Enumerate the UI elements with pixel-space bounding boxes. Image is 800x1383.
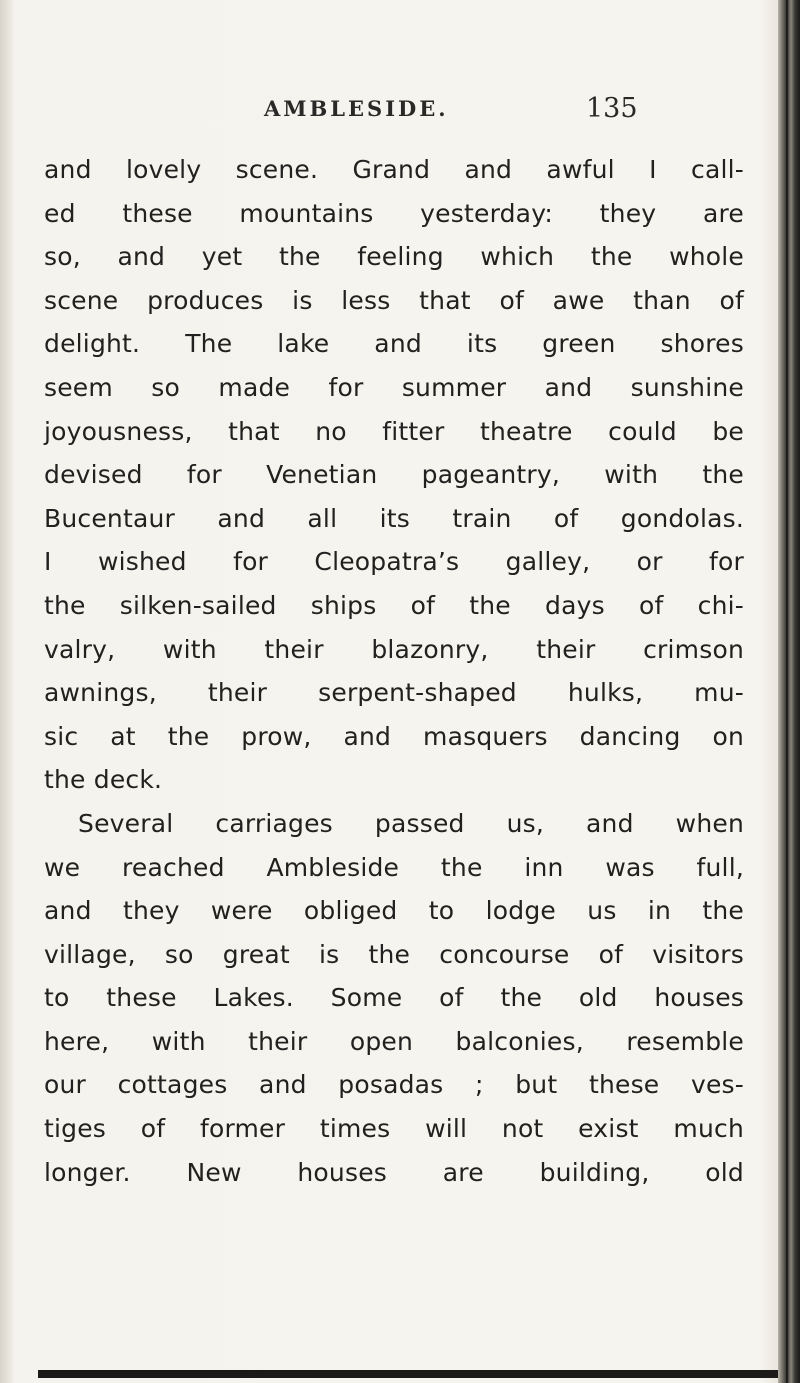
text-line: Several carriages passed us, and when — [78, 808, 744, 838]
text-line: village, so great is the concourse of visitors — [44, 939, 744, 969]
text-line: so, and yet the feeling which the whole — [44, 242, 744, 272]
body-text — [44, 148, 744, 1194]
text-line: seem so made for summer and sunshine — [44, 372, 744, 402]
text-line: Bucentaur and all its train of gondolas. — [44, 503, 744, 533]
text-line: ed these mountains yesterday: they are — [44, 198, 744, 228]
gutter-edge — [786, 0, 788, 1383]
text-line: longer. New houses are building, old — [44, 1157, 744, 1187]
text-line: scene produces is less that of awe than of — [44, 285, 744, 315]
text-line: the silken-sailed ships of the days of chi- — [44, 590, 744, 620]
text-line: joyousness, that no fitter theatre could be — [44, 416, 744, 446]
text-line: we reached Ambleside the inn was full, — [44, 852, 744, 882]
text-line: here, with their open balconies, resemble — [44, 1026, 744, 1056]
text-line: our cottages and posadas ; but these ves- — [44, 1070, 744, 1100]
text-line: and they were obliged to lodge us in the — [44, 896, 744, 926]
text-line: I wished for Cleopatra’s galley, or for — [44, 547, 744, 577]
text-line: tiges of former times will not exist much — [44, 1114, 744, 1144]
book-gutter — [778, 0, 800, 1383]
text-line: valry, with their blazonry, their crimson — [44, 634, 744, 664]
text-line: to these Lakes. Some of the old houses — [44, 983, 744, 1013]
page-left-shadow — [0, 0, 14, 1383]
text-line: the deck. — [44, 765, 163, 795]
page-number: 135 — [586, 93, 638, 124]
text-line: devised for Venetian pageantry, with the — [44, 460, 744, 490]
text-line: delight. The lake and its green shores — [44, 329, 744, 359]
text-line: and lovely scene. Grand and awful I call- — [44, 155, 744, 184]
text-line: sic at the prow, and masquers dancing on — [44, 721, 744, 751]
running-head — [0, 93, 800, 136]
running-title: AMBLESIDE. — [264, 96, 449, 121]
text-line: awnings, their serpent-shaped hulks, mu- — [44, 678, 744, 708]
page-bottom-edge — [38, 1370, 778, 1378]
